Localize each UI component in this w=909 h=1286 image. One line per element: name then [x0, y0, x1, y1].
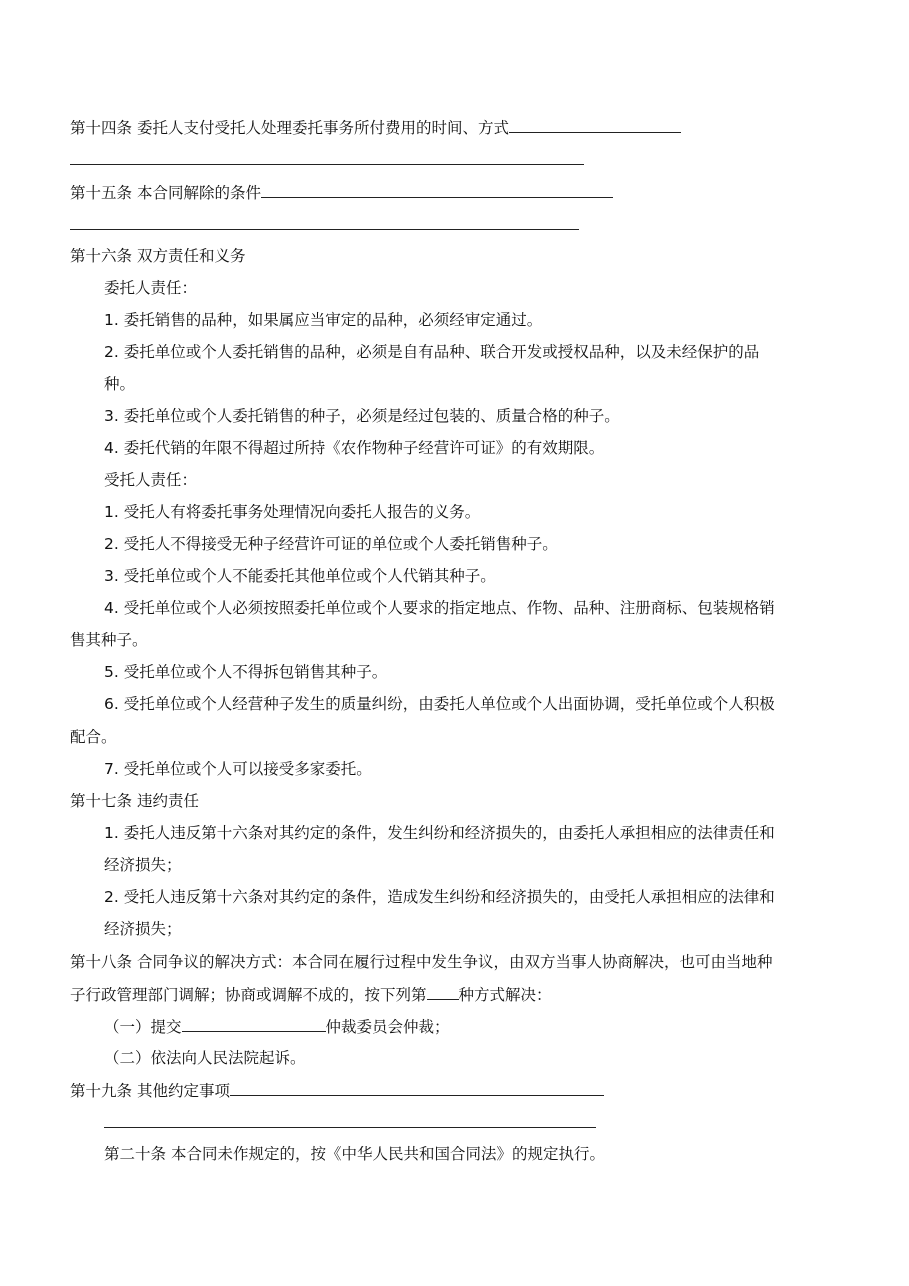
- article-16-title: 双方责任和义务: [136, 247, 246, 265]
- agent-duty-4: 4. 受托单位或个人必须按照委托单位或个人要求的指定地点、作物、品种、注册商标、包装规格销: [104, 599, 775, 617]
- article-14-blank-line: [70, 164, 584, 165]
- arbitration-commission-blank: [182, 1016, 326, 1032]
- dispute-option-1-text-end: 仲裁委员会仲裁；: [325, 1018, 450, 1036]
- agent-duties-heading: 受托人责任：: [104, 471, 198, 489]
- article-15: [70, 182, 613, 203]
- principal-duty-3: 3. 委托单位或个人委托销售的种子，必须是经过包装的、质量合格的种子。: [104, 407, 620, 425]
- article-19-blank-line: [104, 1127, 596, 1128]
- article-18-cont-text-end: 种方式解决：: [458, 986, 552, 1004]
- article-19-text: 其他约定事项: [136, 1082, 230, 1100]
- dispute-option-1: [104, 1016, 450, 1037]
- breach-clause-1-cont: 经济损失；: [104, 856, 182, 874]
- dispute-option-2: （二）依法向人民法院起诉。: [104, 1049, 306, 1067]
- article-19-label: 第十九条: [70, 1082, 133, 1100]
- article-19: [70, 1080, 604, 1101]
- article-17-label: 第十七条: [70, 792, 133, 810]
- article-14-blank: [509, 117, 681, 133]
- article-20-label: 第二十条: [104, 1145, 167, 1163]
- agent-duty-1: 1. 受托人有将委托事务处理情况向委托人报告的义务。: [104, 503, 481, 521]
- agent-duty-6: 6. 受托单位或个人经营种子发生的质量纠纷，由委托人单位或个人出面协调，受托单位或个人积极: [104, 695, 775, 713]
- article-16-label: 第十六条: [70, 247, 133, 265]
- breach-clause-2-cont: 经济损失；: [104, 920, 182, 938]
- article-14: [70, 117, 681, 138]
- article-20-text: 本合同未作规定的，按《中华人民共和国合同法》的规定执行。: [170, 1145, 605, 1163]
- principal-duty-1: 1. 委托销售的品种，如果属应当审定的品种，必须经审定通过。: [104, 311, 543, 329]
- principal-duties-heading: 委托人责任：: [104, 279, 198, 297]
- agent-duty-7: 7. 受托单位或个人可以接受多家委托。: [104, 760, 372, 778]
- breach-clause-2: 2. 受托人违反第十六条对其约定的条件，造成发生纠纷和经济损失的，由受托人承担相应的法律和: [104, 888, 775, 906]
- principal-duty-4: 4. 委托代销的年限不得超过所持《农作物种子经营许可证》的有效期限。: [104, 439, 605, 457]
- agent-duty-2: 2. 受托人不得接受无种子经营许可证的单位或个人委托销售种子。: [104, 535, 558, 553]
- principal-duty-2: 2. 委托单位或个人委托销售的品种，必须是自有品种、联合开发或授权品种，以及未经保护的品: [104, 343, 760, 361]
- breach-clause-1: 1. 委托人违反第十六条对其约定的条件，发生纠纷和经济损失的，由委托人承担相应的法律责任和: [104, 824, 775, 842]
- article-17-title: 违约责任: [136, 792, 199, 810]
- agent-duty-6-cont: 配合。: [70, 728, 117, 746]
- dispute-option-1-text: （一）提交: [104, 1018, 182, 1036]
- article-18: [70, 952, 772, 972]
- principal-duty-2-cont: 种。: [104, 375, 136, 393]
- article-14-text: 委托人支付受托人处理委托事务所付费用的时间、方式: [136, 119, 509, 137]
- dispute-option-number-blank: [427, 984, 459, 1000]
- article-19-blank: [230, 1080, 604, 1096]
- article-14-label: 第十四条: [70, 119, 133, 137]
- article-15-blank-line: [70, 229, 579, 230]
- agent-duty-4-cont: 售其种子。: [70, 631, 148, 649]
- article-16-heading: [70, 246, 245, 266]
- article-18-cont: [70, 984, 552, 1005]
- agent-duty-3: 3. 受托单位或个人不能委托其他单位或个人代销其种子。: [104, 567, 496, 585]
- article-15-label: 第十五条: [70, 184, 133, 202]
- article-18-text: 合同争议的解决方式：本合同在履行过程中发生争议，由双方当事人协商解决，也可由当地种: [136, 953, 773, 971]
- article-15-blank: [261, 182, 613, 198]
- article-20: [104, 1144, 605, 1164]
- article-18-label: 第十八条: [70, 953, 133, 971]
- article-18-cont-text: 子行政管理部门调解；协商或调解不成的，按下列第: [70, 986, 427, 1004]
- article-17-heading: [70, 791, 199, 811]
- article-15-text: 本合同解除的条件: [136, 184, 261, 202]
- agent-duty-5: 5. 受托单位或个人不得拆包销售其种子。: [104, 663, 388, 681]
